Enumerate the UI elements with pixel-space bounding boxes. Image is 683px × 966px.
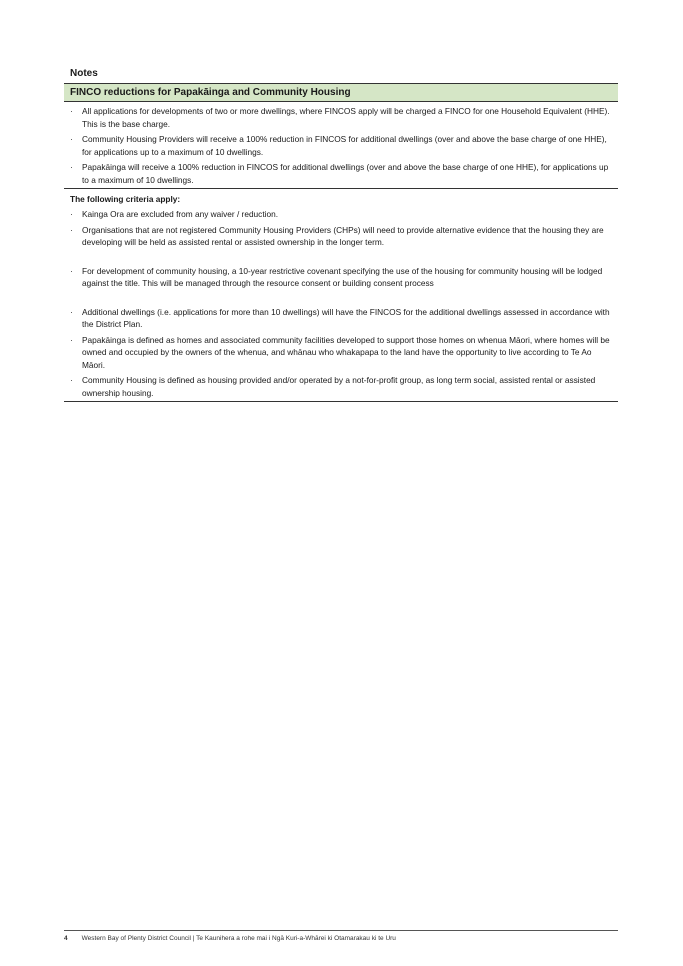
criteria-heading: The following criteria apply: xyxy=(70,194,181,204)
footer-text: Western Bay of Plenty District Council | Te Kaunihera a rohe mai i Ngā Kuri-a-Whārei ki Otamarakau ki te Uru xyxy=(81,935,396,942)
list-item: · Community Housing is defined as housing provided and/or operated by a not-for-profit group, as long term social, assisted rental or assisted ownership housing. xyxy=(70,375,596,398)
list-item: · Additional dwellings (i.e. applications for more than 10 dwellings) will have the FINCOS for the additional dwellings assessed in accordance with the District Plan. xyxy=(70,306,610,329)
section-reductions xyxy=(64,105,618,189)
list-item: · Organisations that are not registered Community Housing Providers (CHPs) will need to provide alternative evidence that the housing they are developing will be held as assisted rental or assisted ownership in the longer term. xyxy=(70,224,604,247)
list-item: · All applications for developments of two or more dwellings, where FINCOS apply will be charged a FINCO for one Household Equivalent (HHE). This is the base charge. xyxy=(70,106,610,129)
page-number: 4 xyxy=(64,935,68,942)
page-footer xyxy=(64,935,396,942)
bullet-icon: · xyxy=(70,134,73,144)
bullet-icon: · xyxy=(70,306,73,317)
list-item: · For development of community housing, a 10-year restrictive covenant specifying the use of the housing for community housing will be lodged against the title. This will be managed through the resource consent or building consent process xyxy=(70,265,603,288)
list-item: · Papakāinga will receive a 100% reduction in FINCOS for additional dwellings (over and above the base charge of one HHE), for applications up to a maximum of 10 dwellings. xyxy=(70,162,609,185)
finco-table xyxy=(64,83,618,402)
bullet-icon: · xyxy=(70,334,73,345)
notes-title: Notes xyxy=(70,68,98,79)
list-item: · Papakāinga is defined as homes and associated community facilities developed to support those homes on whenua Māori, where homes will be owned and occupied by the owners of the whenua, and whānau who whakapapa to the land have the opportunity to live according to Te Ao Māori. xyxy=(70,334,610,370)
bullet-icon: · xyxy=(70,106,73,116)
spacer xyxy=(64,249,618,262)
footer-divider xyxy=(64,930,618,931)
bullet-icon: · xyxy=(70,162,73,172)
table-header: FINCO reductions for Papakāinga and Community Housing xyxy=(64,83,618,102)
bullet-icon: · xyxy=(70,265,73,276)
list-item: · Kainga Ora are excluded from any waiver / reduction. xyxy=(70,209,278,219)
section-criteria xyxy=(64,193,618,402)
bullet-icon: · xyxy=(70,224,73,235)
bullet-icon: · xyxy=(70,209,73,219)
list-item: · Community Housing Providers will receive a 100% reduction in FINCOS for additional dwellings (over and above the base charge of one HHE), for applications up to a maximum of 10 dwellings. xyxy=(70,134,607,157)
spacer xyxy=(64,290,618,303)
bullet-icon: · xyxy=(70,375,73,385)
